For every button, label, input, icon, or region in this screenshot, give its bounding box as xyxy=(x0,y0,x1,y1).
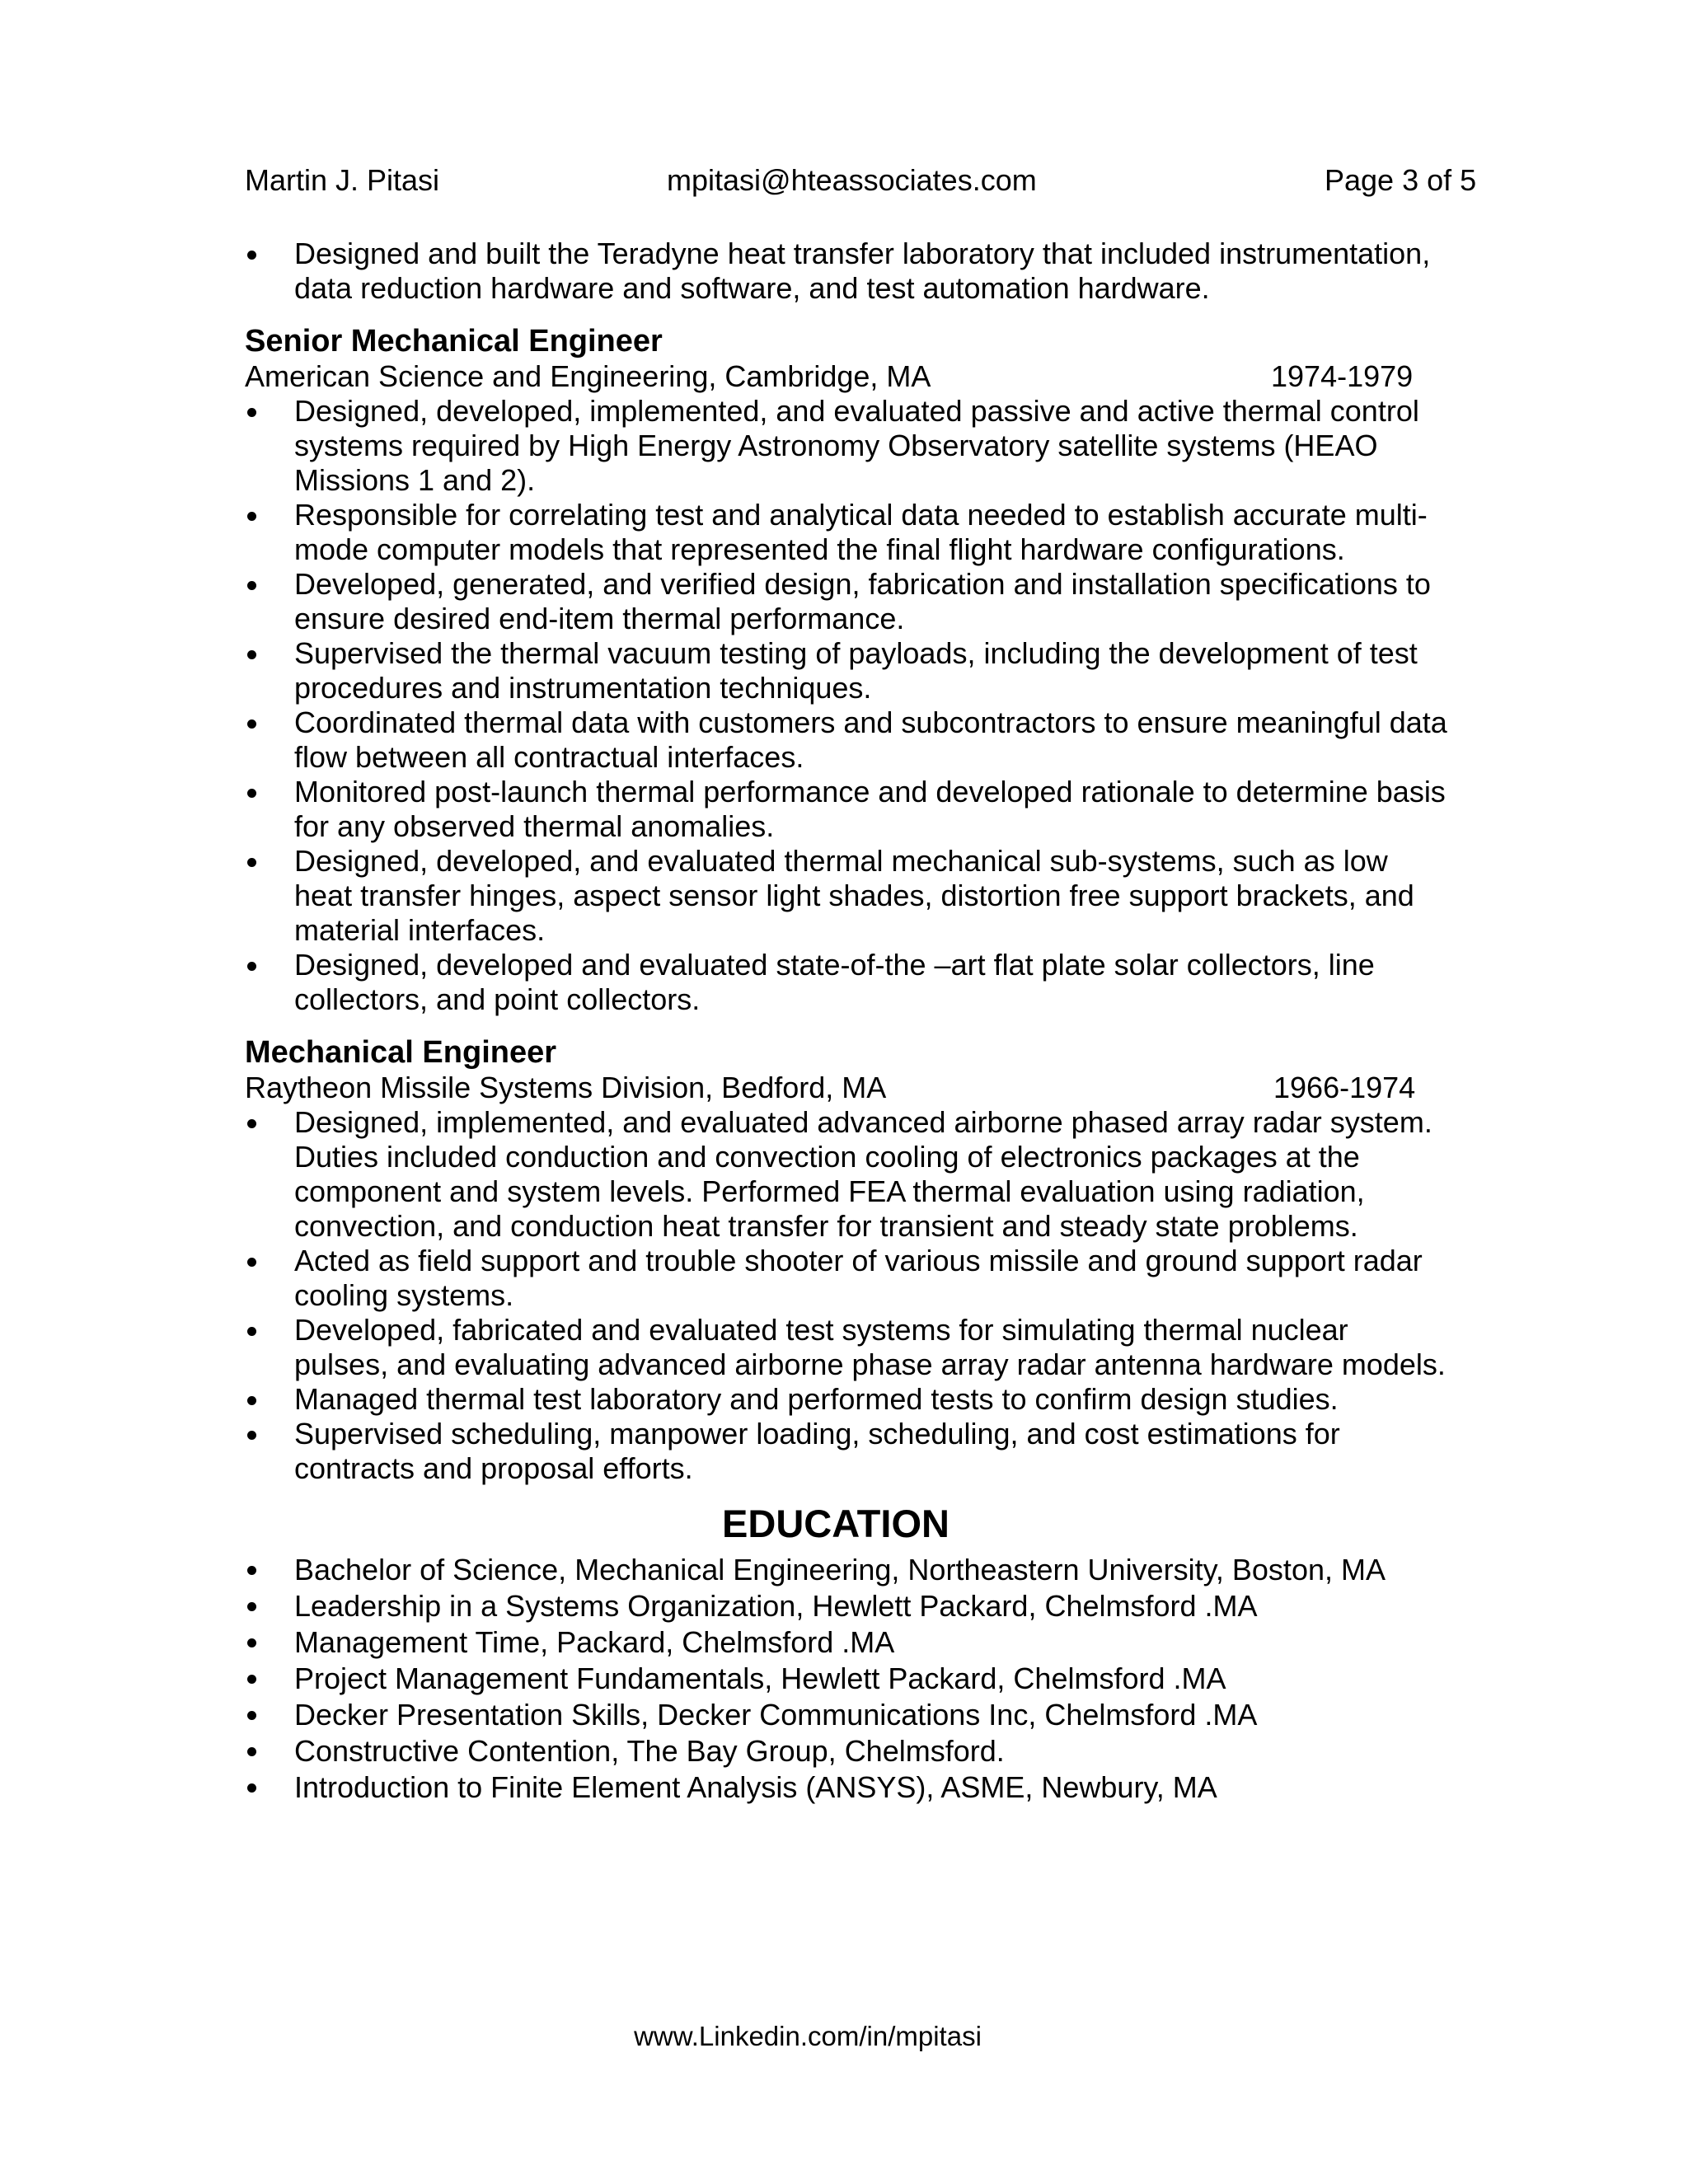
list-item xyxy=(245,567,1448,636)
education-list xyxy=(245,1552,1448,1806)
bullet-text: Responsible for correlating test and analytical data needed to establish accurate multi-mode computer models that represented the final flight hardware configurations. xyxy=(294,498,1428,566)
bullet-icon xyxy=(247,512,256,521)
list-item xyxy=(245,1769,1448,1806)
bullet-icon xyxy=(247,1783,256,1793)
job-bullet-list xyxy=(245,394,1448,1017)
bullet-icon xyxy=(247,858,256,867)
education-item: Introduction to Finite Element Analysis (ANSYS), ASME, Newbury, MA xyxy=(294,1770,1217,1804)
list-item xyxy=(245,1733,1448,1769)
bullet-icon xyxy=(247,1638,256,1647)
continued-bullet-list xyxy=(245,237,1448,306)
job-dates: 1974-1979 xyxy=(1271,359,1414,393)
education-item: Project Management Fundamentals, Hewlett Packard, Chelmsford .MA xyxy=(294,1661,1226,1695)
bullet-icon xyxy=(247,1258,256,1267)
job-company: American Science and Engineering, Cambridge, MA xyxy=(245,359,931,393)
bullet-icon xyxy=(247,1602,256,1611)
bullet-text: Monitored post-launch thermal performance and developed rationale to determine basis for any observed thermal anomalies. xyxy=(294,775,1446,843)
job-entry-senior-mechanical-engineer xyxy=(245,323,1448,1017)
bullet-text: Designed, developed, implemented, and evaluated passive and active thermal control systems required by High Energy Astronomy Observatory satellite systems (HEAO Missions 1 and 2). xyxy=(294,394,1419,497)
bullet-icon xyxy=(247,1566,256,1575)
list-item xyxy=(245,1588,1448,1624)
list-item xyxy=(245,775,1448,844)
bullet-icon xyxy=(247,962,256,971)
bullet-icon xyxy=(247,650,256,659)
bullet-text: Managed thermal test laboratory and performed tests to confirm design studies. xyxy=(294,1382,1339,1416)
education-item: Bachelor of Science, Mechanical Engineering, Northeastern University, Boston, MA xyxy=(294,1553,1386,1586)
header-name: Martin J. Pitasi xyxy=(245,163,440,197)
list-item xyxy=(245,1244,1448,1313)
job-employer-line xyxy=(245,359,1448,394)
list-item xyxy=(245,394,1448,498)
bullet-icon xyxy=(247,1327,256,1336)
page-header xyxy=(245,163,1481,203)
list-item xyxy=(245,1697,1448,1733)
education-heading: EDUCATION xyxy=(722,1502,950,1545)
list-item xyxy=(245,498,1448,567)
bullet-text: Coordinated thermal data with customers and subcontractors to ensure meaningful data flow between all contractual interfaces. xyxy=(294,705,1447,774)
job-title: Senior Mechanical Engineer xyxy=(245,324,663,359)
bullet-text: Developed, fabricated and evaluated test systems for simulating thermal nuclear pulses, and evaluating advanced airborne phase array radar antenna hardware models. xyxy=(294,1313,1446,1381)
bullet-icon xyxy=(247,408,256,417)
bullet-icon xyxy=(247,1711,256,1720)
bullet-icon xyxy=(247,789,256,798)
page-footer-url[interactable]: www.Linkedin.com/in/mpitasi xyxy=(634,2021,982,2051)
list-item xyxy=(245,1382,1448,1417)
job-entry-mechanical-engineer xyxy=(245,1034,1448,1486)
bullet-icon xyxy=(247,1431,256,1440)
bullet-icon xyxy=(247,1396,256,1405)
bullet-text: Developed, generated, and verified design, fabrication and installation specifications to ensure desired end-item thermal performance. xyxy=(294,567,1431,635)
list-item xyxy=(245,1624,1448,1661)
list-item xyxy=(245,705,1448,775)
education-item: Leadership in a Systems Organization, Hewlett Packard, Chelmsford .MA xyxy=(294,1589,1258,1623)
bullet-text: Supervised the thermal vacuum testing of payloads, including the development of test procedures and instrumentation techniques. xyxy=(294,636,1418,705)
header-page-number: Page 3 of 5 xyxy=(1325,163,1477,197)
bullet-icon xyxy=(247,1747,256,1756)
job-company: Raytheon Missile Systems Division, Bedford, MA xyxy=(245,1071,887,1104)
bullet-text: Designed, developed, and evaluated thermal mechanical sub-systems, such as low heat transfer hinges, aspect sensor light shades, distortion free support brackets, and material interfaces. xyxy=(294,844,1414,947)
list-item xyxy=(245,1313,1448,1382)
bullet-text: Designed, implemented, and evaluated advanced airborne phased array radar system. Duties included conduction and convection cooling of electronics packages at the component and system levels. Performed FEA thermal evaluation using radiation, convection, and conduction heat transfer for transient and steady state problems. xyxy=(294,1105,1432,1243)
job-employer-line xyxy=(245,1071,1448,1105)
bullet-icon xyxy=(247,1675,256,1684)
header-email: mpitasi@hteassociates.com xyxy=(667,163,1037,197)
list-item xyxy=(245,1552,1448,1588)
education-item: Management Time, Packard, Chelmsford .MA xyxy=(294,1625,895,1659)
list-item xyxy=(245,1661,1448,1697)
list-item xyxy=(245,844,1448,948)
bullet-icon xyxy=(247,581,256,590)
bullet-icon xyxy=(247,1119,256,1128)
list-item xyxy=(245,1105,1448,1244)
list-item xyxy=(245,1417,1448,1486)
list-item xyxy=(245,237,1448,306)
job-bullet-list xyxy=(245,1105,1448,1486)
education-item: Decker Presentation Skills, Decker Communications Inc, Chelmsford .MA xyxy=(294,1698,1258,1732)
list-item xyxy=(245,636,1448,705)
education-item: Constructive Contention, The Bay Group, Chelmsford. xyxy=(294,1734,1005,1768)
bullet-text: Designed, developed and evaluated state-of-the –art flat plate solar collectors, line collectors, and point collectors. xyxy=(294,948,1375,1016)
bullet-text: Supervised scheduling, manpower loading, scheduling, and cost estimations for contracts and proposal efforts. xyxy=(294,1417,1340,1485)
job-dates: 1966-1974 xyxy=(1273,1071,1416,1104)
job-title: Mechanical Engineer xyxy=(245,1035,557,1070)
list-item xyxy=(245,948,1448,1017)
bullet-text: Designed and built the Teradyne heat transfer laboratory that included instrumentation, data reduction hardware and software, and test automation hardware. xyxy=(294,237,1431,305)
bullet-text: Acted as field support and trouble shooter of various missile and ground support radar cooling systems. xyxy=(294,1244,1423,1312)
resume-body xyxy=(245,237,1448,1806)
bullet-icon xyxy=(247,251,256,260)
bullet-icon xyxy=(247,719,256,729)
